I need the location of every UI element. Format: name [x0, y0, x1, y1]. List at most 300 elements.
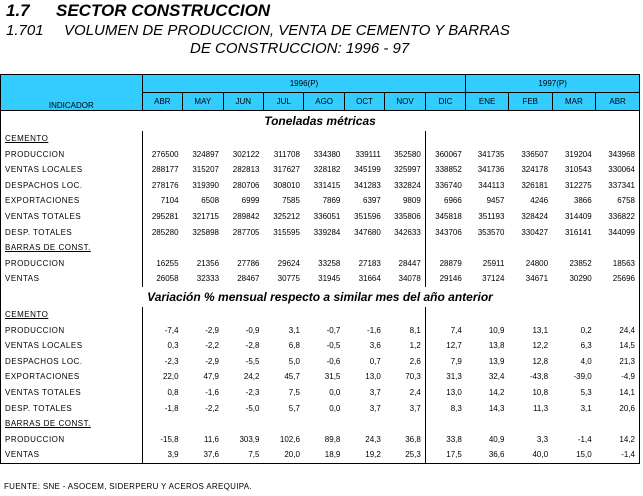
value-cell: 280706	[232, 180, 260, 190]
value-cell: 308010	[273, 180, 300, 190]
value-cell: 13,1	[532, 325, 549, 335]
empty-cell	[223, 307, 263, 323]
value-cell: -0,7	[326, 325, 341, 335]
table-row	[1, 209, 640, 225]
section-title	[6, 1, 270, 21]
value-cell: 352580	[394, 149, 421, 159]
value-cell: 8,3	[425, 401, 466, 417]
value-cell: 14,3	[488, 403, 505, 413]
value-cell: 312275	[564, 180, 592, 190]
value-cell: -43,8	[529, 372, 549, 382]
value-cell: 25911	[482, 258, 505, 268]
header-month: JUL	[263, 93, 303, 111]
value-cell: 310543	[564, 165, 592, 175]
value-cell: 36,8	[405, 434, 421, 444]
value-cell: 30290	[569, 274, 592, 284]
value-cell: -39,0	[573, 372, 592, 382]
value-cell: 336507	[521, 149, 549, 159]
empty-cell	[596, 307, 640, 323]
table-row	[1, 401, 640, 417]
value-cell: 347680	[354, 227, 381, 237]
empty-cell	[466, 416, 509, 432]
value-cell: 28447	[398, 258, 421, 268]
value-cell: 315207	[192, 165, 220, 175]
value-cell: 17,5	[425, 447, 466, 463]
table-title-line1	[6, 22, 510, 39]
group-label: BARRAS DE CONST.	[1, 240, 143, 256]
value-cell: 23852	[569, 258, 592, 268]
value-cell: -2,8	[245, 341, 260, 351]
table-row	[1, 147, 640, 163]
empty-cell	[385, 416, 425, 432]
row-label: DESP. TOTALES	[1, 401, 143, 417]
empty-cell	[263, 240, 303, 256]
value-cell: 295281	[142, 209, 182, 225]
empty-cell	[304, 416, 344, 432]
value-cell: 37,6	[183, 447, 223, 463]
value-cell: 325898	[192, 227, 220, 237]
section-subtitle: Toneladas métricas	[1, 111, 640, 132]
empty-cell	[223, 131, 263, 147]
row-label: EXPORTACIONES	[1, 369, 143, 385]
value-cell: -1,4	[577, 434, 592, 444]
empty-cell	[263, 131, 303, 147]
table-title-line2: DE CONSTRUCCION: 1996 - 97	[190, 40, 410, 57]
value-cell: 0,2	[580, 325, 592, 335]
empty-cell	[263, 416, 303, 432]
value-cell: 47,9	[203, 372, 220, 382]
value-cell: 11,3	[533, 403, 549, 413]
value-cell: 335806	[394, 211, 421, 221]
value-cell: 7,9	[425, 354, 466, 370]
value-cell: 14,5	[596, 338, 640, 354]
row-label: PRODUCCION	[1, 432, 143, 448]
section-subtitle-row	[1, 287, 640, 307]
row-label: PRODUCCION	[1, 323, 143, 339]
row-label: PRODUCCION	[1, 256, 143, 272]
value-cell: 3866	[573, 196, 592, 206]
header-month: OCT	[344, 93, 384, 111]
row-label: VENTAS TOTALES	[1, 385, 143, 401]
value-cell: 31,5	[324, 372, 341, 382]
value-cell: 276500	[142, 147, 182, 163]
value-cell: -2,9	[205, 325, 220, 335]
table-title-text: VOLUMEN DE PRODUCCION, VENTA DE CEMENTO Y BARRAS	[64, 22, 510, 39]
header-month: ENE	[466, 93, 509, 111]
value-cell: 0,0	[329, 387, 341, 397]
value-cell: 278176	[142, 178, 182, 194]
value-cell: 5,7	[288, 403, 300, 413]
empty-cell	[552, 240, 596, 256]
value-cell: -1,4	[596, 447, 640, 463]
value-cell: -0,5	[326, 341, 341, 351]
empty-cell	[596, 416, 640, 432]
value-cell: 330064	[596, 162, 640, 178]
value-cell: 2,4	[409, 387, 421, 397]
value-cell: 316141	[564, 227, 592, 237]
row-label: VENTAS LOCALES	[1, 338, 143, 354]
row-label: EXPORTACIONES	[1, 193, 143, 209]
value-cell: 20,6	[596, 401, 640, 417]
value-cell: 24,2	[243, 372, 260, 382]
value-cell: 328424	[521, 211, 549, 221]
table-row	[1, 256, 640, 272]
value-cell: 338852	[425, 162, 466, 178]
empty-cell	[508, 240, 552, 256]
value-cell: 360067	[425, 147, 466, 163]
value-cell: 1,2	[409, 341, 421, 351]
value-cell: -2,2	[205, 341, 220, 351]
value-cell: 345818	[425, 209, 466, 225]
value-cell: 6397	[363, 196, 381, 206]
value-cell: 3,7	[369, 403, 381, 413]
value-cell: 31664	[358, 274, 381, 284]
value-cell: 21356	[196, 258, 220, 268]
group-header-row	[1, 307, 640, 323]
value-cell: 34078	[398, 274, 421, 284]
value-cell: 337341	[596, 178, 640, 194]
value-cell: 14,2	[596, 432, 640, 448]
value-cell: 3,1	[580, 403, 592, 413]
value-cell: 341736	[477, 165, 505, 175]
table-row	[1, 323, 640, 339]
value-cell: 321715	[192, 211, 220, 221]
value-cell: 7,5	[288, 387, 300, 397]
table-row	[1, 338, 640, 354]
value-cell: 29624	[277, 258, 300, 268]
value-cell: 11,6	[204, 434, 220, 444]
value-cell: 40,9	[488, 434, 505, 444]
empty-cell	[183, 416, 223, 432]
table-row	[1, 193, 640, 209]
value-cell: 2,6	[409, 356, 421, 366]
value-cell: 14,2	[488, 387, 505, 397]
value-cell: 314409	[564, 211, 592, 221]
row-label: PRODUCCION	[1, 147, 143, 163]
header-year-1996: 1996(P)	[142, 75, 466, 93]
value-cell: 102,6	[279, 434, 300, 444]
value-cell: 12,7	[425, 338, 466, 354]
value-cell: 32333	[196, 274, 220, 284]
empty-cell	[183, 131, 223, 147]
table-row	[1, 271, 640, 287]
value-cell: 351596	[354, 211, 381, 221]
value-cell: 7585	[282, 196, 300, 206]
value-cell: -0,6	[326, 356, 341, 366]
value-cell: 6999	[241, 196, 260, 206]
value-cell: -2,3	[245, 387, 260, 397]
value-cell: 28467	[237, 274, 260, 284]
empty-cell	[142, 307, 182, 323]
value-cell: 353570	[477, 227, 505, 237]
value-cell: 20,0	[263, 447, 303, 463]
row-label: VENTAS	[1, 447, 143, 463]
value-cell: 30775	[277, 274, 300, 284]
section-subtitle: Variación % mensual respecto a similar mes del año anterior	[1, 287, 640, 307]
empty-cell	[508, 307, 552, 323]
value-cell: 0,7	[369, 356, 381, 366]
table-row	[1, 369, 640, 385]
header-month: NOV	[385, 93, 425, 111]
value-cell: 315595	[273, 227, 300, 237]
value-cell: 18,9	[304, 447, 344, 463]
empty-cell	[304, 240, 344, 256]
table-number: 1.701	[6, 22, 44, 39]
value-cell: 8,1	[409, 325, 421, 335]
value-cell: -2,2	[205, 403, 220, 413]
row-label: VENTAS LOCALES	[1, 162, 143, 178]
value-cell: 24,3	[365, 434, 381, 444]
section-subtitle-row	[1, 111, 640, 132]
source-note: FUENTE: SNE - ASOCEM, SIDERPERU Y ACEROS AREQUIPA.	[4, 482, 252, 491]
value-cell: 89,8	[324, 434, 341, 444]
value-cell: 3,7	[369, 387, 381, 397]
value-cell: 7,5	[223, 447, 263, 463]
value-cell: 28879	[425, 256, 466, 272]
value-cell: 311708	[273, 149, 300, 159]
value-cell: 37124	[482, 274, 505, 284]
value-cell: 22,0	[142, 369, 182, 385]
header-year-row	[1, 75, 640, 93]
value-cell: 25696	[596, 271, 640, 287]
value-cell: 29146	[425, 271, 466, 287]
value-cell: 6508	[201, 196, 220, 206]
value-cell: 24,4	[596, 323, 640, 339]
empty-cell	[385, 240, 425, 256]
table-row	[1, 354, 640, 370]
group-header-row	[1, 131, 640, 147]
value-cell: -1,6	[205, 387, 220, 397]
value-cell: 9457	[486, 196, 505, 206]
value-cell: 282813	[232, 165, 260, 175]
value-cell: 317627	[273, 165, 300, 175]
table-row	[1, 432, 640, 448]
value-cell: 332824	[394, 180, 421, 190]
row-label: VENTAS	[1, 271, 143, 287]
section-number: 1.7	[6, 1, 30, 20]
value-cell: -0,9	[245, 325, 260, 335]
value-cell: 7869	[322, 196, 341, 206]
value-cell: 24800	[525, 258, 549, 268]
value-cell: 0,8	[142, 385, 182, 401]
value-cell: 328182	[313, 165, 341, 175]
value-cell: -7,4	[142, 323, 182, 339]
value-cell: 324897	[192, 149, 220, 159]
empty-cell	[425, 416, 466, 432]
value-cell: 45,7	[284, 372, 300, 382]
value-cell: 285280	[142, 225, 182, 241]
empty-cell	[142, 416, 182, 432]
value-cell: -5,5	[245, 356, 260, 366]
value-cell: 4,0	[580, 356, 592, 366]
value-cell: 70,3	[405, 372, 421, 382]
empty-cell	[142, 240, 182, 256]
value-cell: 6758	[596, 193, 640, 209]
value-cell: -4,9	[596, 369, 640, 385]
empty-cell	[425, 131, 466, 147]
value-cell: 7,4	[425, 323, 466, 339]
value-cell: 3,1	[288, 325, 300, 335]
row-label: DESP. TOTALES	[1, 225, 143, 241]
value-cell: 345199	[354, 165, 381, 175]
value-cell: 0,0	[329, 403, 341, 413]
value-cell: 326181	[521, 180, 549, 190]
value-cell: 33,8	[425, 432, 466, 448]
empty-cell	[183, 240, 223, 256]
row-label: DESPACHOS LOC.	[1, 178, 143, 194]
value-cell: 344099	[596, 225, 640, 241]
value-cell: 18563	[596, 256, 640, 272]
row-label: DESPACHOS LOC.	[1, 354, 143, 370]
empty-cell	[344, 131, 384, 147]
value-cell: 16255	[142, 256, 182, 272]
empty-cell	[344, 416, 384, 432]
value-cell: 40,0	[508, 447, 552, 463]
empty-cell	[425, 307, 466, 323]
value-cell: 344113	[478, 180, 505, 190]
empty-cell	[304, 307, 344, 323]
value-cell: 0,3	[142, 338, 182, 354]
empty-cell	[552, 131, 596, 147]
section-title-text: SECTOR CONSTRUCCION	[56, 1, 271, 20]
value-cell: 336822	[596, 209, 640, 225]
empty-cell	[223, 416, 263, 432]
empty-cell	[596, 131, 640, 147]
group-label: CEMENTO	[1, 307, 143, 323]
value-cell: 289842	[232, 211, 260, 221]
value-cell: 287705	[232, 227, 260, 237]
data-table	[0, 74, 640, 464]
value-cell: 9809	[402, 196, 421, 206]
value-cell: 5,3	[580, 387, 592, 397]
value-cell: 3,7	[409, 403, 421, 413]
value-cell: 336051	[313, 211, 341, 221]
empty-cell	[183, 307, 223, 323]
header-year-1997: 1997(P)	[466, 75, 640, 93]
value-cell: -2,3	[142, 354, 182, 370]
value-cell: 34671	[525, 274, 549, 284]
value-cell: 13,0	[425, 385, 466, 401]
value-cell: 13,8	[488, 341, 505, 351]
empty-cell	[344, 307, 384, 323]
value-cell: 6,8	[288, 341, 300, 351]
value-cell: 14,1	[596, 385, 640, 401]
value-cell: 31945	[318, 274, 341, 284]
empty-cell	[142, 131, 182, 147]
empty-cell	[552, 416, 596, 432]
value-cell: 27183	[358, 258, 381, 268]
value-cell: 36,6	[466, 447, 509, 463]
value-cell: 27786	[237, 258, 260, 268]
value-cell: 302122	[232, 149, 260, 159]
empty-cell	[552, 307, 596, 323]
empty-cell	[223, 240, 263, 256]
value-cell: 351193	[478, 211, 505, 221]
value-cell: 334380	[313, 149, 341, 159]
value-cell: 15,0	[552, 447, 596, 463]
value-cell: 325212	[273, 211, 300, 221]
empty-cell	[385, 307, 425, 323]
value-cell: 31,3	[425, 369, 466, 385]
group-label: BARRAS DE CONST.	[1, 416, 143, 432]
row-label: VENTAS TOTALES	[1, 209, 143, 225]
empty-cell	[385, 131, 425, 147]
value-cell: 4246	[530, 196, 549, 206]
value-cell: 10,8	[532, 387, 549, 397]
value-cell: 336740	[425, 178, 466, 194]
value-cell: 21,3	[596, 354, 640, 370]
value-cell: 13,0	[365, 372, 381, 382]
value-cell: 343968	[596, 147, 640, 163]
value-cell: 13,9	[488, 356, 505, 366]
empty-cell	[425, 240, 466, 256]
value-cell: 10,9	[488, 325, 505, 335]
value-cell: 25,3	[385, 447, 425, 463]
value-cell: 3,6	[369, 341, 381, 351]
value-cell: 331415	[313, 180, 341, 190]
header-month: JUN	[223, 93, 263, 111]
value-cell: 343706	[425, 225, 466, 241]
value-cell: 3,9	[142, 447, 182, 463]
empty-cell	[466, 307, 509, 323]
value-cell: 303,9	[239, 434, 260, 444]
value-cell: -1,6	[367, 325, 381, 335]
value-cell: 324178	[521, 165, 549, 175]
empty-cell	[596, 240, 640, 256]
table-row	[1, 447, 640, 463]
empty-cell	[466, 240, 509, 256]
header-month: ABR	[142, 93, 182, 111]
value-cell: -15,8	[142, 432, 182, 448]
header-indicador: INDICADOR	[1, 75, 143, 111]
table-row	[1, 385, 640, 401]
header-month: MAR	[552, 93, 596, 111]
value-cell: 342633	[394, 227, 421, 237]
value-cell: 339284	[313, 227, 341, 237]
value-cell: 7104	[142, 193, 182, 209]
value-cell: 319204	[564, 149, 592, 159]
value-cell: 32,4	[488, 372, 505, 382]
group-header-row	[1, 416, 640, 432]
empty-cell	[508, 131, 552, 147]
value-cell: 3,3	[536, 434, 549, 444]
empty-cell	[304, 131, 344, 147]
header-month: AGO	[304, 93, 344, 111]
empty-cell	[344, 240, 384, 256]
value-cell: 319390	[192, 180, 220, 190]
value-cell: 5,0	[288, 356, 300, 366]
value-cell: -1,8	[142, 401, 182, 417]
value-cell: 288177	[142, 162, 182, 178]
table-row	[1, 162, 640, 178]
empty-cell	[263, 307, 303, 323]
header-month: DIC	[425, 93, 466, 111]
table-body	[1, 111, 640, 464]
value-cell: 341283	[354, 180, 381, 190]
value-cell: -2,9	[205, 356, 220, 366]
empty-cell	[466, 131, 509, 147]
group-label: CEMENTO	[1, 131, 143, 147]
value-cell: 12,8	[532, 356, 549, 366]
value-cell: 330427	[521, 227, 549, 237]
value-cell: 33258	[318, 258, 341, 268]
empty-cell	[508, 416, 552, 432]
value-cell: 6966	[425, 193, 466, 209]
value-cell: 19,2	[344, 447, 384, 463]
group-header-row	[1, 240, 640, 256]
value-cell: 339111	[355, 149, 381, 159]
value-cell: 6,3	[580, 341, 592, 351]
